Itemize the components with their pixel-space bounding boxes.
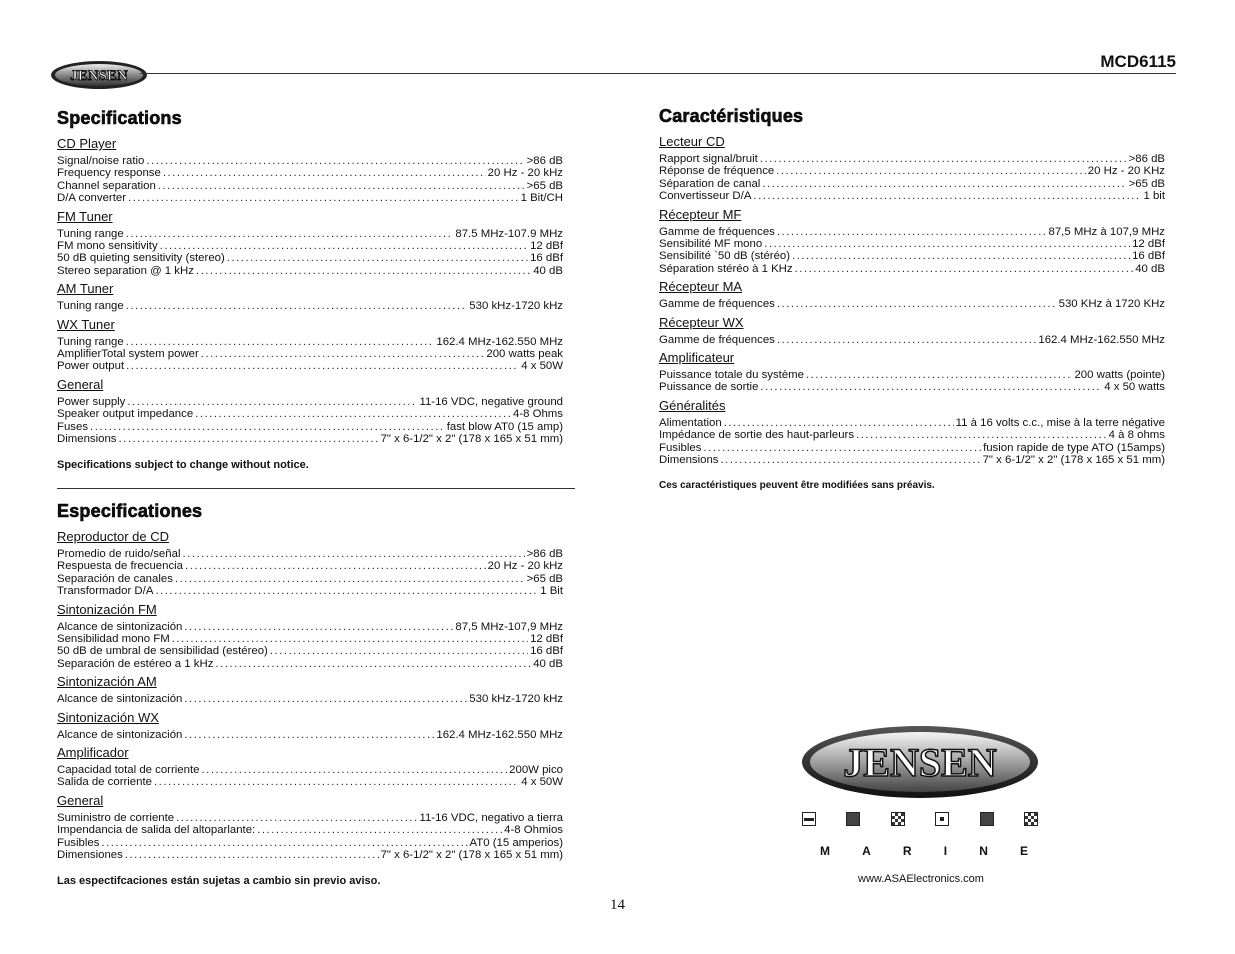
spec-value: 1 bit xyxy=(1143,190,1165,203)
checker-square-icon xyxy=(1024,812,1038,826)
spec-row xyxy=(57,812,563,824)
spec-value: 7" x 6-1/2" x 2" (178 x 165 x 51 mm) xyxy=(380,849,563,862)
spec-value: 200 watts (pointe) xyxy=(1074,369,1165,382)
spec-value: 530 kHz-1720 kHz xyxy=(469,693,563,706)
spec-label: Puissance totale du système xyxy=(659,369,804,382)
spec-row xyxy=(57,240,563,252)
spec-value: 12 dBf xyxy=(1132,238,1165,251)
spec-row xyxy=(659,263,1165,275)
spec-value: 87,5 MHz-107,9 MHz xyxy=(455,620,563,633)
spec-value: 530 KHz à 1720 KHz xyxy=(1058,298,1165,311)
marine-letter: I xyxy=(943,844,948,858)
dot-leader xyxy=(163,167,486,179)
marine-letter: E xyxy=(1019,844,1028,858)
dot-leader xyxy=(760,153,1127,165)
spec-label: Convertisseur D/A xyxy=(659,190,752,203)
dot-leader xyxy=(703,442,981,454)
spec-value: 4-8 Ohmios xyxy=(504,824,563,837)
dot-leader xyxy=(128,192,519,204)
dot-leader xyxy=(146,155,524,167)
dot-leader xyxy=(196,265,531,277)
spec-row xyxy=(57,167,563,179)
header-divider xyxy=(140,73,1176,74)
dot-leader xyxy=(175,573,525,585)
spec-value: fusion rapide de type ATO (15amps) xyxy=(983,441,1165,454)
spec-label: Réponse de fréquence xyxy=(659,165,775,178)
spec-value: 40 dB xyxy=(1135,262,1165,275)
spec-row xyxy=(659,165,1165,177)
page-number: 14 xyxy=(610,897,625,913)
dot-leader xyxy=(777,334,1037,346)
section-divider xyxy=(57,488,575,489)
spec-label: Power output xyxy=(57,360,125,373)
spec-label: Alcance de sintonización xyxy=(57,728,183,741)
dot-leader xyxy=(126,228,454,240)
spec-value: 1 Bit/CH xyxy=(520,192,563,205)
spec-row xyxy=(659,298,1165,310)
dot-leader xyxy=(182,548,524,560)
spec-group-title: WX Tuner xyxy=(57,316,115,332)
spec-value: 4 x 50 watts xyxy=(1104,381,1165,394)
spec-label: Alimentation xyxy=(659,416,722,429)
spec-value: 200 watts peak xyxy=(486,348,563,361)
spec-group-title: Sintonización FM xyxy=(57,601,157,617)
spec-label: Power supply xyxy=(57,395,126,408)
svg-text:JENSEN: JENSEN xyxy=(843,740,997,785)
spec-label: Rapport signal/bruit xyxy=(659,153,758,165)
spec-group-title: Sintonización WX xyxy=(57,709,159,725)
dot-leader xyxy=(856,429,1107,441)
spec-label: Dimensiones xyxy=(57,849,123,862)
dot-leader xyxy=(184,693,467,705)
spec-value: 16 dBf xyxy=(530,645,563,658)
marine-letter: R xyxy=(902,844,912,858)
spec-label: Gamme de fréquences xyxy=(659,225,775,238)
spec-row xyxy=(57,658,563,670)
dot-leader xyxy=(762,178,1126,190)
spec-label: Transformador D/A xyxy=(57,585,154,598)
spec-label: Separación de estéreo a 1 kHz xyxy=(57,657,214,670)
section-title: Especificationes xyxy=(57,501,203,521)
spec-value: 4 x 50W xyxy=(521,776,563,789)
spec-row xyxy=(659,226,1165,238)
spec-value: 4-8 Ohms xyxy=(512,408,563,421)
spec-row xyxy=(57,560,563,572)
dot-leader xyxy=(724,417,954,429)
spec-label: Speaker output impedance xyxy=(57,408,194,421)
section-specifications-en xyxy=(57,108,563,471)
dot-leader xyxy=(176,812,417,824)
spec-label: Sensibilidad mono FM xyxy=(57,633,170,646)
spec-row xyxy=(57,408,563,420)
dot-leader xyxy=(201,764,507,776)
spec-label: Impédance de sortie des haut-parleurs xyxy=(659,429,855,442)
spec-group-title: FM Tuner xyxy=(57,208,113,224)
dot-leader xyxy=(126,360,519,372)
checker-square-icon xyxy=(891,812,905,826)
spec-value: 7" x 6-1/2" x 2" (178 x 165 x 51 mm) xyxy=(982,454,1165,467)
spec-row xyxy=(57,837,563,849)
spec-label: Capacidad total de corriente xyxy=(57,764,200,777)
spec-label: Dimensions xyxy=(57,433,117,446)
spec-value: 20 Hz - 20 kHz xyxy=(487,167,563,180)
spec-label: Frequency response xyxy=(57,167,161,180)
spec-label: AmplifierTotal system power xyxy=(57,348,199,361)
dot-leader xyxy=(753,190,1141,202)
spec-row xyxy=(659,369,1165,381)
spec-label: Puissance de sortie xyxy=(659,381,759,394)
spec-group-title: Amplificateur xyxy=(659,350,735,366)
spec-row xyxy=(57,764,563,776)
spec-row xyxy=(57,573,563,585)
spec-row xyxy=(57,824,563,836)
dot-leader xyxy=(764,238,1130,250)
spec-row xyxy=(57,396,563,408)
spec-label: Signal/noise ratio xyxy=(57,155,145,167)
spec-row xyxy=(659,442,1165,454)
model-number: MCD6115 xyxy=(1100,52,1176,71)
spec-label: Alcance de sintonización xyxy=(57,620,183,633)
marine-letter: M xyxy=(820,844,830,858)
dot-leader xyxy=(777,298,1057,310)
spec-row xyxy=(57,776,563,788)
spec-row xyxy=(57,265,563,277)
spec-note: Las espectifcaciones están sujetas a cambio sin previo aviso. xyxy=(57,874,381,887)
spec-label: 50 dB de umbral de sensibilidad (estéreo) xyxy=(57,645,268,658)
spec-value: fast blow AT0 (15 amp) xyxy=(446,420,563,433)
spec-label: Suministro de corriente xyxy=(57,811,175,824)
dot-leader xyxy=(201,348,485,360)
spec-value: 1 Bit xyxy=(540,585,563,598)
spec-row xyxy=(659,153,1165,165)
dot-leader xyxy=(119,433,379,445)
dot-leader xyxy=(160,240,528,252)
spec-row xyxy=(57,360,563,372)
spec-group-title: Sintonización AM xyxy=(57,674,157,690)
jensen-logo-large xyxy=(800,724,1040,804)
spec-group-title: CD Player xyxy=(57,136,117,151)
dot-leader xyxy=(185,560,486,572)
spec-value: AT0 (15 amperios) xyxy=(469,836,563,849)
spec-group-title: General xyxy=(57,376,104,392)
dot-leader xyxy=(172,633,528,645)
marine-badge xyxy=(800,812,1040,858)
spec-group-title: Récepteur MF xyxy=(659,206,742,222)
spec-label: Séparation stéréo à 1 KHz xyxy=(659,262,793,275)
website-link[interactable]: www.ASAElectronics.com xyxy=(858,873,984,885)
spec-row xyxy=(57,621,563,633)
dot-leader xyxy=(101,837,467,849)
solid-square-icon xyxy=(980,812,994,826)
spec-label: Impendancia de salida del altoparlante: xyxy=(57,824,256,837)
dot-leader xyxy=(154,776,519,788)
spec-row xyxy=(57,336,563,348)
jensen-logo-small xyxy=(50,60,148,90)
spec-label: Tuning range xyxy=(57,227,124,240)
spec-row xyxy=(57,548,563,560)
spec-row xyxy=(57,729,563,741)
dot-square-icon xyxy=(935,812,949,826)
spec-label: D/A converter xyxy=(57,192,127,205)
spec-label: Alcance de sintonización xyxy=(57,693,183,706)
spec-value: 162.4 MHz-162.550 MHz xyxy=(436,335,563,348)
dot-leader xyxy=(127,396,417,408)
spec-value: >65 dB xyxy=(1128,177,1165,190)
spec-label: Promedio de ruido/señal xyxy=(57,548,181,560)
section-specifications-fr xyxy=(659,106,1165,491)
spec-value: 11 à 16 volts c.c., mise à la terre négative xyxy=(955,416,1165,429)
section-title: Caractéristiques xyxy=(659,106,804,126)
spec-row xyxy=(57,421,563,433)
spec-value: 4 à 8 ohms xyxy=(1108,429,1165,442)
spec-label: Separación de canales xyxy=(57,572,173,585)
dot-leader xyxy=(184,621,453,633)
spec-label: FM mono sensitivity xyxy=(57,240,158,253)
spec-value: 162.4 MHz-162.550 MHz xyxy=(1038,333,1165,346)
spec-row xyxy=(57,155,563,167)
spec-group-title: Généralités xyxy=(659,397,726,413)
dot-leader xyxy=(215,658,531,670)
spec-value: 40 dB xyxy=(533,264,563,277)
spec-label: Channel separation xyxy=(57,179,156,192)
dash-square-icon xyxy=(802,812,816,826)
spec-value: 16 dBf xyxy=(1132,250,1165,263)
spec-value: 12 dBf xyxy=(530,633,563,646)
spec-value: 12 dBf xyxy=(530,240,563,253)
spec-value: 20 Hz - 20 KHz xyxy=(1087,165,1165,178)
spec-row xyxy=(57,348,563,360)
spec-row xyxy=(57,252,563,264)
spec-value: 20 Hz - 20 kHz xyxy=(487,560,563,573)
spec-value: 87.5 MHz-107.9 MHz xyxy=(455,227,563,240)
spec-value: 16 dBf xyxy=(530,252,563,265)
spec-group-title: Récepteur MA xyxy=(659,279,743,295)
marine-letters xyxy=(800,844,1040,858)
spec-label: 50 dB quieting sensitivity (stereo) xyxy=(57,252,225,265)
spec-value: 11-16 VDC, negative ground xyxy=(419,395,563,408)
dot-leader xyxy=(776,165,1086,177)
spec-value: 4 x 50W xyxy=(521,360,563,373)
dot-leader xyxy=(760,381,1102,393)
dot-leader xyxy=(125,849,379,861)
dot-leader xyxy=(795,263,1134,275)
spec-label: Gamme de fréquences xyxy=(659,298,775,311)
spec-group-title: Reproductor de CD xyxy=(57,529,169,544)
spec-value: 87,5 MHz à 107,9 MHz xyxy=(1048,225,1165,238)
spec-row xyxy=(57,300,563,312)
spec-row xyxy=(659,190,1165,202)
spec-row xyxy=(659,381,1165,393)
spec-row xyxy=(57,585,563,597)
spec-group-title: Amplificador xyxy=(57,745,129,761)
spec-row xyxy=(57,192,563,204)
dot-leader xyxy=(806,369,1072,381)
dot-leader xyxy=(257,824,502,836)
dot-leader xyxy=(90,421,445,433)
spec-row xyxy=(57,180,563,192)
spec-group-title: Lecteur CD xyxy=(659,134,725,149)
spec-label: Respuesta de frecuencia xyxy=(57,560,184,573)
section-specifications-es xyxy=(57,501,563,887)
spec-value: >65 dB xyxy=(526,572,563,585)
spec-group-title: Récepteur WX xyxy=(659,314,744,330)
spec-label: Salida de corriente xyxy=(57,776,152,789)
spec-row xyxy=(57,433,563,445)
dot-leader xyxy=(721,454,981,466)
spec-label: Dimensions xyxy=(659,454,719,467)
spec-value: >86 dB xyxy=(526,155,563,167)
dot-leader xyxy=(792,250,1130,262)
spec-row xyxy=(57,693,563,705)
spec-value: >86 dB xyxy=(1128,153,1165,165)
spec-value: 7" x 6-1/2" x 2" (178 x 165 x 51 mm) xyxy=(380,433,563,446)
solid-square-icon xyxy=(846,812,860,826)
section-title: Specifications xyxy=(57,108,182,128)
spec-row xyxy=(57,633,563,645)
spec-note: Ces caractéristiques peuvent être modifiées sans préavis. xyxy=(659,479,935,491)
spec-value: 162.4 MHz-162.550 MHz xyxy=(436,728,563,741)
spec-row xyxy=(659,454,1165,466)
spec-row xyxy=(57,645,563,657)
svg-text:JENSEN: JENSEN xyxy=(70,68,128,84)
spec-row xyxy=(57,228,563,240)
spec-label: Gamme de fréquences xyxy=(659,333,775,346)
dot-leader xyxy=(270,645,528,657)
spec-label: Tuning range xyxy=(57,335,124,348)
spec-value: >86 dB xyxy=(526,548,563,560)
dot-leader xyxy=(126,300,468,312)
spec-row xyxy=(57,849,563,861)
spec-row xyxy=(659,238,1165,250)
spec-label: Stereo separation @ 1 kHz xyxy=(57,264,194,277)
spec-row xyxy=(659,250,1165,262)
spec-value: 530 kHz-1720 kHz xyxy=(469,300,563,313)
dot-leader xyxy=(227,252,528,264)
spec-row xyxy=(659,178,1165,190)
spec-value: 11-16 VDC, negativo a tierra xyxy=(419,811,563,824)
marine-letter: A xyxy=(862,844,871,858)
dot-leader xyxy=(126,336,435,348)
dot-leader xyxy=(184,729,434,741)
spec-label: Fusibles xyxy=(659,441,702,454)
spec-group-title: General xyxy=(57,792,104,808)
spec-label: Fusibles xyxy=(57,836,100,849)
spec-row xyxy=(659,334,1165,346)
spec-label: Tuning range xyxy=(57,300,124,313)
marine-letter: N xyxy=(979,844,988,858)
spec-label: Sensibilité `50 dB (stéréo) xyxy=(659,250,791,263)
dot-leader xyxy=(155,585,538,597)
spec-group-title: AM Tuner xyxy=(57,281,114,297)
dot-leader xyxy=(777,226,1047,238)
dot-leader xyxy=(158,180,525,192)
dot-leader xyxy=(195,408,511,420)
spec-label: Séparation de canal xyxy=(659,177,761,190)
spec-value: 200W pico xyxy=(509,764,563,777)
spec-row xyxy=(659,417,1165,429)
spec-value: 40 dB xyxy=(533,657,563,670)
spec-label: Sensibilité MF mono xyxy=(659,238,763,251)
spec-row xyxy=(659,429,1165,441)
spec-value: >65 dB xyxy=(526,179,563,192)
spec-label: Fuses xyxy=(57,420,89,433)
spec-note: Specifications subject to change without notice. xyxy=(57,458,309,471)
